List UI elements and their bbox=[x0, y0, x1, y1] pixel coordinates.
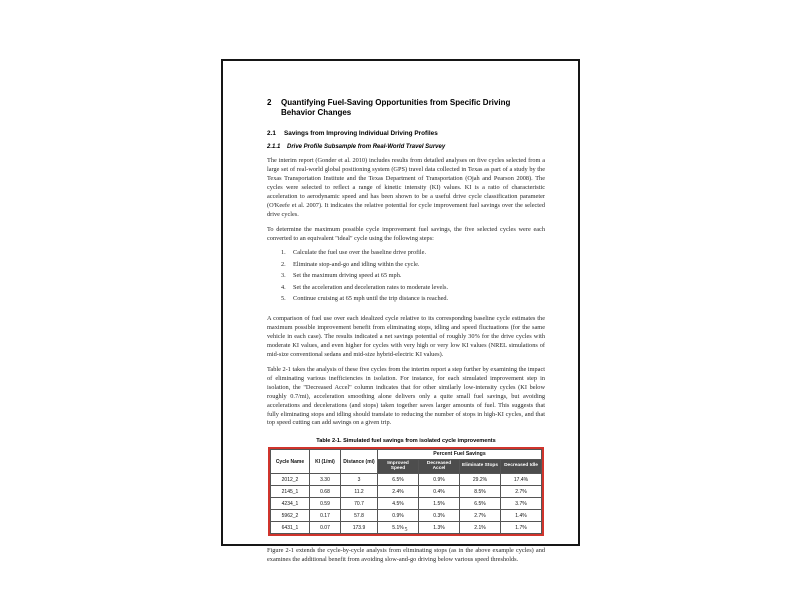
table-cell: 1.5% bbox=[419, 498, 460, 510]
col-header-eliminate-stops: Eliminate Stops bbox=[460, 459, 501, 474]
table-cell: 3.7% bbox=[501, 498, 542, 510]
ideal-cycle-steps-list bbox=[281, 249, 545, 304]
list-item-text: Set the maximum driving speed at 65 mph. bbox=[293, 272, 402, 280]
table-cell: 2012_2 bbox=[271, 474, 310, 486]
table-cell: 5.1% bbox=[378, 522, 419, 534]
table-cell: 4234_1 bbox=[271, 498, 310, 510]
table-cell: 11.2 bbox=[341, 486, 378, 498]
table-cell: 57.8 bbox=[341, 510, 378, 522]
list-item bbox=[281, 261, 545, 270]
subsection-number: 2.1 bbox=[267, 130, 276, 137]
col-header-decreased-accel: Decreased Accel bbox=[419, 459, 460, 474]
table-cell: 2.4% bbox=[378, 486, 419, 498]
table-cell: 4.5% bbox=[378, 498, 419, 510]
col-header-cycle-name: Cycle Name bbox=[271, 450, 310, 474]
list-item-number: 2. bbox=[281, 260, 286, 268]
paragraph-2: To determine the maximum possible cycle improvement fuel savings, the five selected cycles were each converted to an equivalent "ideal" cycle using the following steps: bbox=[267, 225, 545, 242]
table-cell: 2145_1 bbox=[271, 486, 310, 498]
table-cell: 8.5% bbox=[460, 486, 501, 498]
table-cell: 0.07 bbox=[310, 522, 341, 534]
table-cell: 6.5% bbox=[378, 474, 419, 486]
table-cell: 1.7% bbox=[501, 522, 542, 534]
subsection-title: Savings from Improving Individual Driving Profiles bbox=[284, 130, 438, 137]
subsubsection-heading bbox=[267, 144, 545, 150]
table-row bbox=[271, 486, 542, 498]
fuel-savings-table bbox=[270, 449, 542, 534]
table-cell: 0.9% bbox=[378, 510, 419, 522]
list-item-number: 4. bbox=[281, 283, 286, 291]
list-item-text: Eliminate stop-and-go and idling within the cycle. bbox=[293, 260, 420, 268]
subsection-heading bbox=[267, 130, 545, 137]
table-row bbox=[271, 498, 542, 510]
list-item bbox=[281, 295, 545, 304]
table-cell: 0.68 bbox=[310, 486, 341, 498]
section-heading bbox=[267, 98, 545, 117]
section-title: Quantifying Fuel-Saving Opportunities from Specific Driving Behavior Changes bbox=[281, 98, 511, 117]
table-cell: 0.59 bbox=[310, 498, 341, 510]
table-cell: 1.4% bbox=[501, 510, 542, 522]
table-cell: 6.5% bbox=[460, 498, 501, 510]
table-cell: 3 bbox=[341, 474, 378, 486]
paragraph-1: The interim report (Gonder et al. 2010) includes results from detailed analyses on five cycles selected from a large set of real-world global positioning system (GPS) travel data collected in Texas as part of a study by the Texas Transportation Institute and the Texas Department of Transportation (Ojah and Pearson 2008). The cycles were selected to reflect a range of kinetic intensity (KI) values. KI is a ratio of characteristic acceleration to aerodynamic speed and has been shown to be a useful drive cycle classification parameter (O'Keefe et al. 2007). It indicates the relative potential for cycle improvement fuel savings over the selected drive cycles. bbox=[267, 157, 545, 218]
list-item-text: Continue cruising at 65 mph until the trip distance is reached. bbox=[293, 295, 449, 303]
table-cell: 1.3% bbox=[419, 522, 460, 534]
table-cell: 70.7 bbox=[341, 498, 378, 510]
table-cell: 3.30 bbox=[310, 474, 341, 486]
table-cell: 6431_1 bbox=[271, 522, 310, 534]
table-cell: 2.7% bbox=[460, 510, 501, 522]
table-header-row bbox=[271, 450, 542, 459]
table-cell: 5962_2 bbox=[271, 510, 310, 522]
list-item-number: 5. bbox=[281, 295, 286, 303]
col-header-decreased-idle: Decreased Idle bbox=[501, 459, 542, 474]
col-header-percent-fuel-savings: Percent Fuel Savings bbox=[378, 450, 542, 459]
subsubsection-number: 2.1.1 bbox=[267, 144, 281, 150]
table-cell: 2.1% bbox=[460, 522, 501, 534]
list-item bbox=[281, 249, 545, 258]
list-item bbox=[281, 284, 545, 293]
document-page bbox=[221, 59, 580, 564]
table-cell: 173.9 bbox=[341, 522, 378, 534]
col-header-distance: Distance (mi) bbox=[341, 450, 378, 474]
table-caption: Table 2-1. Simulated fuel savings from isolated cycle improvements bbox=[316, 438, 496, 445]
table-cell: 0.17 bbox=[310, 510, 341, 522]
table-cell: 2.7% bbox=[501, 486, 542, 498]
table-row bbox=[271, 510, 542, 522]
table-cell: 29.2% bbox=[460, 474, 501, 486]
list-item-number: 3. bbox=[281, 272, 286, 280]
page-content bbox=[267, 98, 545, 564]
list-item bbox=[281, 272, 545, 281]
col-header-ki: KI (1/mi) bbox=[310, 450, 341, 474]
list-item-text: Set the acceleration and deceleration rates to moderate levels. bbox=[293, 283, 449, 291]
table-cell: 0.4% bbox=[419, 486, 460, 498]
paragraph-3: A comparison of fuel use over each idealized cycle relative to its corresponding baseline cycle estimates the maximum possible improvement benefit from eliminating stops, idling and speed fluctuations (for the same vehicle in each case). The results indicated a net savings potential of roughly 30% for the drive cycles with moderate KI values, and even higher for cycles with very high or very low KI values (NREL simulations of mid-size conventional sedans and mid-size hybrid-electric KI values). bbox=[267, 315, 545, 358]
paragraph-4: Table 2-1 takes the analysis of these five cycles from the interim report a step further by examining the impact of eliminating various inefficiencies in isolation. For instance, for each simulated improvement step in isolation, the "Decreased Accel" column indicates that for other similarly low-intensity cycles (KI below roughly 0.7/mi), acceleration smoothing alone delivers only a quite small fuel savings, but avoiding accelerations and decelerations (and stops) taken together saves larger amounts of fuel. This suggests that fully eliminating stops and idling should translate to reducing the number of stops in high-KI cycles, and that top speed cutting can add savings on a given trip. bbox=[267, 365, 545, 427]
table-row bbox=[271, 474, 542, 486]
table-cell: 0.9% bbox=[419, 474, 460, 486]
table-2-1-block bbox=[267, 438, 545, 541]
list-item-number: 1. bbox=[281, 249, 286, 257]
subsubsection-title: Drive Profile Subsample from Real-World Travel Survey bbox=[287, 144, 446, 150]
red-highlight-annotation bbox=[268, 447, 544, 536]
paragraph-5: Figure 2-1 extends the cycle-by-cycle analysis from eliminating stops (as in the above example cycles) and examines the additional benefit from avoiding slow-and-go driving below various speed thresholds. bbox=[267, 547, 545, 564]
section-number: 2 bbox=[267, 98, 272, 107]
page-number: 5 bbox=[404, 527, 408, 533]
list-item-text: Calculate the fuel use over the baseline drive profile. bbox=[293, 249, 427, 257]
table-cell: 0.3% bbox=[419, 510, 460, 522]
col-header-improved-speed: Improved Speed bbox=[378, 459, 419, 474]
table-cell: 17.4% bbox=[501, 474, 542, 486]
